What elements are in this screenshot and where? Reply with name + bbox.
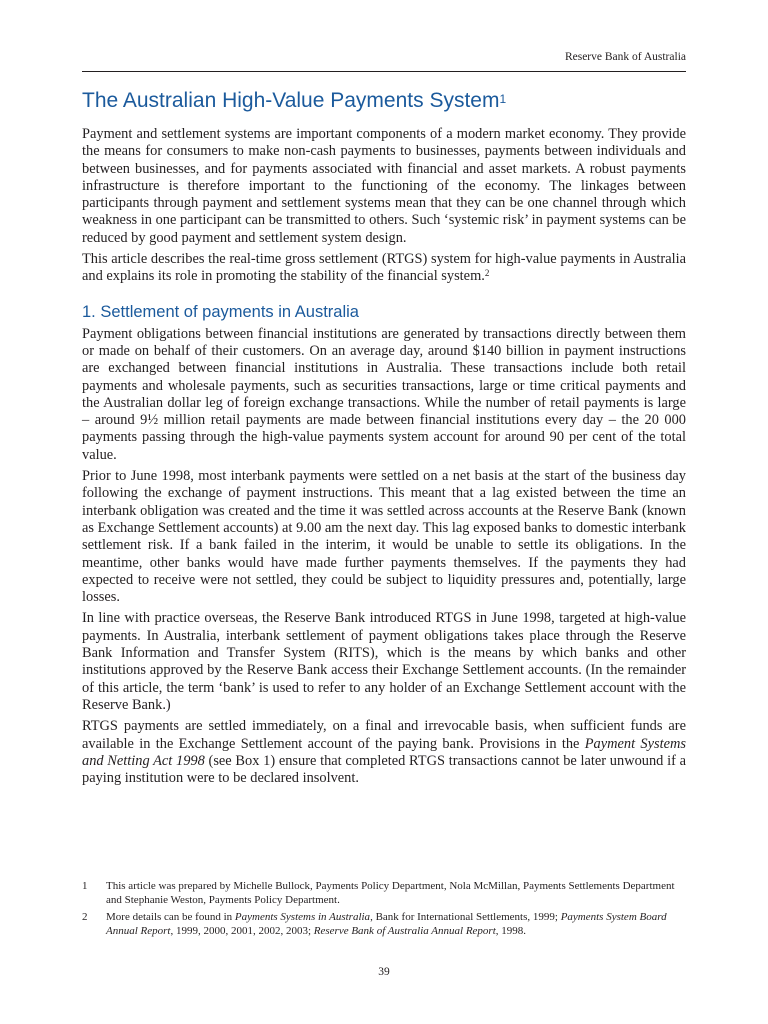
fn2-citation-1: Payments Systems in Australia (234, 911, 371, 923)
section-1-heading: 1. Settlement of payments in Australia (82, 302, 359, 321)
title-footnote-ref: 1 (499, 92, 507, 106)
footnote-1-number: 1 (82, 880, 88, 892)
intro-paragraph-2-text: This article describes the real-time gross settlement (RTGS) system for high-value payments in Australia and explains its role in promoting the stability of the financial system. (82, 251, 686, 285)
footnote-2 (82, 911, 686, 938)
footnotes (82, 880, 686, 942)
fn2-citation-3: Reserve Bank of Australia Annual Report (313, 924, 496, 937)
intro-footnote-ref: 2 (484, 268, 490, 279)
footnote-1-text: This article was prepared by Michelle Bullock, Payments Policy Department, Nola McMillan, Payments Settlements Department and Stephanie Weston, Payments Policy Department. (106, 880, 675, 906)
footnote-2-number: 2 (82, 911, 88, 923)
section-1-paragraph-4 (82, 718, 686, 787)
section-1-paragraph-2: Prior to June 1998, most interbank payments were settled on a net basis at the start of the business day following the exchange of payment instructions. This meant that a lag existed between the time an interbank obligation was created and the time it was settled across accounts at the Reserve Bank (known as Exchange Settlement accounts) at 9.00 am the next day. This lag exposed banks to domestic interbank settlement risk. If a bank failed in the interim, it would be unable to settle its obligations. In the meantime, other banks would have made further payments themselves. If the payments they had expected to receive were not settled, they could be subject to liquidity pressures and, potentially, large losses. (82, 468, 686, 606)
footnote-2-text (106, 911, 686, 938)
fn2-text-3: , 1999, 2000, 2001, 2002, 2003; (170, 924, 314, 937)
p4-text-before: RTGS payments are settled immediately, on a final and irrevocable basis, when sufficient funds are available in the Exchange Settlement account of the paying bank. Provisions in the (82, 718, 686, 752)
intro-paragraph-2 (82, 251, 686, 286)
page-number: 39 (378, 966, 390, 978)
act-title: Payment Systems and Netting Act 1998 (82, 735, 686, 769)
intro-paragraph-1: Payment and settlement systems are important components of a modern market economy. They provide the means for consumers to make non-cash payments to businesses, payments between individuals and between businesses, and for payments associated with financial and asset markets. A robust payments infrastructure is therefore important to the functioning of the economy. The linkages between participants through payment and settlement systems mean that they can be one channel through which weakness in one participant can be transmitted to others. Such ‘systemic risk’ in payment systems can be reduced by good payment and settlement system design. (82, 126, 686, 246)
section-1-paragraph-3: In line with practice overseas, the Reserve Bank introduced RTGS in June 1998, targeted at high-value payments. In Australia, interbank settlement of payment obligations takes place through the Reserve Bank Information and Transfer System (RITS), which is the means by which banks and other institutions approved by the Reserve Bank access their Exchange Settlement accounts. (In the remainder of this article, the term ‘bank’ is used to refer to any holder of an Exchange Settlement account with the Reserve Bank.) (82, 610, 686, 713)
fn2-text-4: , 1998. (495, 924, 527, 937)
fn2-citation-2: Payments System Board Annual Report (106, 911, 667, 937)
section-1-paragraph-1: Payment obligations between financial institutions are generated by transactions directly between them or made on behalf of their customers. On an average day, around $140 billion in payment instructions are exchanged between financial institutions in Australia. These transactions include both retail payments and wholesale payments, such as securities transactions, large or time critical payments and the Australian dollar leg of foreign exchange transactions. While the number of retail payments is large – around 9½ million retail payments are made between financial institutions every day – the 20 000 payments passing through the high-value payments system account for around 90 per cent of the total value. (82, 325, 686, 463)
fn2-text-1: More details can be found in (106, 911, 235, 923)
header-rule (82, 71, 686, 72)
running-header: Reserve Bank of Australia (564, 51, 686, 63)
article-body (82, 126, 686, 791)
footnote-1 (82, 880, 686, 907)
p4-text-after: (see Box 1) ensure that completed RTGS transactions cannot be later unwound if a paying institution were to be declared insolvent. (82, 752, 686, 787)
fn2-text-2: , Bank for International Settlements, 1999; (370, 911, 561, 923)
article-title-text: The Australian High-Value Payments System (82, 89, 500, 112)
article-title (82, 89, 692, 113)
